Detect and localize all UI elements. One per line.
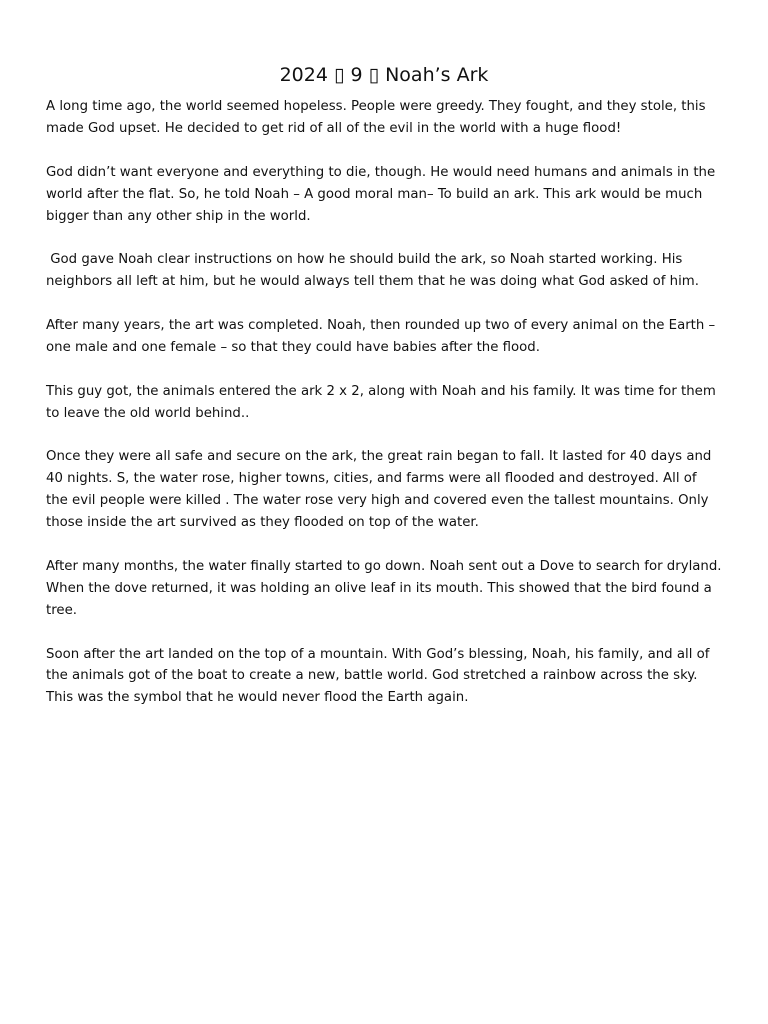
paragraph-1: A long time ago, the world seemed hopeless. People were greedy. They fought, and they stole, this made God upset. He decided to get rid of all of the evil in the world with a huge flood!	[46, 99, 710, 136]
paragraph-8: Soon after the art landed on the top of a mountain. With God’s blessing, Noah, his family, and all of the animals got of the boat to create a new, battle world. God stretched a rainbow across the sky. This was the symbol that he would never flood the Earth again.	[46, 646, 714, 706]
paragraph-7: After many months, the water finally started to go down. Noah sent out a Dove to search for dryland. When the dove returned, it was holding an olive leaf in its mouth. This showed that the bird found a tree.	[46, 558, 726, 618]
document-body	[46, 96, 726, 731]
paragraph-3: God gave Noah clear instructions on how he should build the ark, so Noah started working. His neighbors all left at him, but he would always tell them that he was doing what God asked of him.	[46, 252, 699, 290]
paragraph-4: After many years, the art was completed. Noah, then rounded up two of every animal on the Earth – one male and one female – so that they could have babies after the flood.	[46, 318, 720, 355]
paragraph-2: God didn’t want everyone and everything to die, though. He would need humans and animals in the world after the flat. So, he told Noah – A good moral man– To build an ark. This ark would be much bigger than any other ship in the world.	[46, 164, 720, 224]
document-title: 2024 ▯ 9 ▯ Noah’s Ark	[279, 64, 489, 86]
paragraph-5: This guy got, the animals entered the ark 2 x 2, along with Noah and his family. It was time for them to leave the old world behind..	[46, 383, 721, 421]
paragraph-6: Once they were all safe and secure on the ark, the great rain began to fall. It lasted for 40 days and 40 nights. S, the water rose, higher towns, cities, and farms were all flooded and destroyed. All of the evil people were killed . The water rose very high and covered even the tallest mountains. Only those inside the art survived as they flooded on top of the water.	[46, 449, 716, 531]
